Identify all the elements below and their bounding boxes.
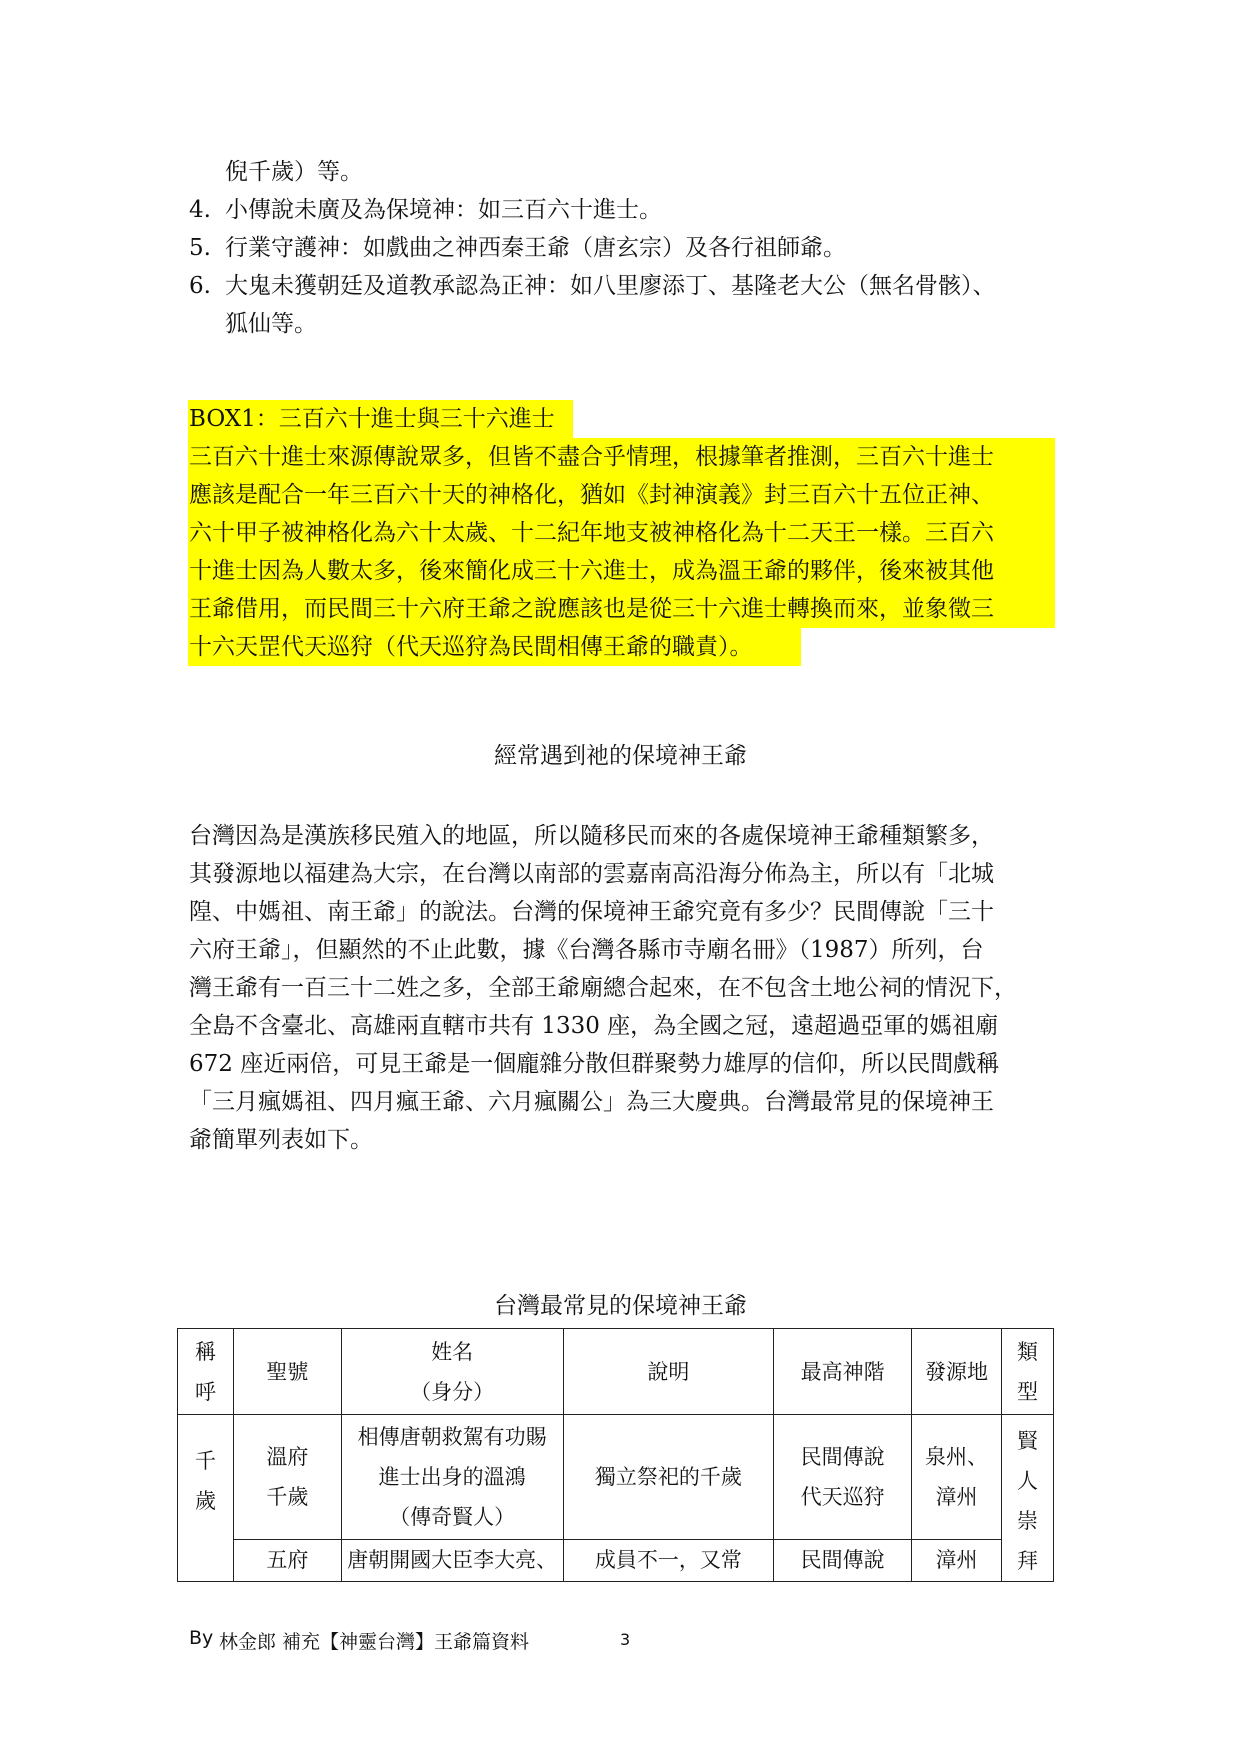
list-continuation: 倪千歲）等。 [225, 159, 363, 185]
table-row [178, 1415, 1054, 1540]
group-type: 賢 人 崇 拜 [1001, 1415, 1053, 1582]
header-holy-name: 聖號 [233, 1329, 341, 1415]
footer-by: By [189, 1627, 214, 1649]
header-type: 類 型 [1001, 1329, 1053, 1415]
cell-holy-name: 溫府 千歲 [233, 1415, 341, 1540]
header-origin: 發源地 [912, 1329, 1002, 1415]
list-item: 小傳說未廣及為保境神：如三百六十進士。 [225, 197, 662, 223]
section-heading: 經常遇到祂的保境神王爺 [494, 743, 747, 769]
box-line: 六十甲子被神格化為六十太歲、十二紀年地支被神格化為十二天王一樣。三百六 [189, 520, 994, 546]
cell-rank: 民間傳說 [774, 1539, 912, 1581]
cell-rank: 民間傳說 代天巡狩 [774, 1415, 912, 1540]
list-number: 5. [189, 235, 211, 261]
table-row [178, 1539, 1054, 1581]
paragraph-line: 六府王爺」，但顯然的不止此數，據《台灣各縣市寺廟名冊》（1987）所列，台 [189, 937, 984, 963]
header-rank: 最高神階 [774, 1329, 912, 1415]
paragraph-line: 其發源地以福建為大宗，在台灣以南部的雲嘉南高沿海分佈為主，所以有「北城 [189, 861, 994, 887]
paragraph-line: 爺簡單列表如下。 [189, 1127, 373, 1153]
box-line: 應該是配合一年三百六十天的神格化，猶如《封神演義》封三百六十五位正神、 [189, 482, 994, 508]
list-number: 6. [189, 273, 211, 299]
list-item: 大鬼未獲朝廷及道教承認為正神：如八里廖添丁、基隆老大公（無名骨骸）、 [225, 273, 996, 299]
box-line: 十六天罡代天巡狩（代天巡狩為民間相傳王爺的職責）。 [189, 634, 753, 660]
footer-text: 林金郎 補充【神靈台灣】王爺篇資料 [219, 1631, 530, 1653]
paragraph-line: 672 座近兩倍，可見王爺是一個龐雜分散但群聚勢力雄厚的信仰，所以民間戲稱 [189, 1051, 1000, 1077]
paragraph-line: 灣王爺有一百三十二姓之多，全部王爺廟總合起來，在不包含土地公祠的情況下， [189, 975, 1017, 1001]
paragraph-line: 隍、中媽祖、南王爺」的說法。台灣的保境神王爺究竟有多少？民間傳說「三十 [189, 899, 994, 925]
header-title: 稱 呼 [178, 1329, 234, 1415]
table-header-row [178, 1329, 1054, 1415]
table-caption: 台灣最常見的保境神王爺 [494, 1293, 747, 1319]
cell-name: 相傳唐朝救駕有功賜 進士出身的溫鴻 （傳奇賢人） [341, 1415, 563, 1540]
cell-name: 唐朝開國大臣李大亮、 [341, 1539, 563, 1581]
box-title: BOX1：三百六十進士與三十六進士 [189, 406, 555, 432]
box-line: 十進士因為人數太多，後來簡化成三十六進士，成為溫王爺的夥伴，後來被其他 [189, 558, 994, 584]
cell-origin: 泉州、 漳州 [912, 1415, 1002, 1540]
cell-desc: 成員不一，又常 [563, 1539, 774, 1581]
page-number: 3 [620, 1630, 631, 1649]
paragraph-line: 台灣因為是漢族移民殖入的地區，所以隨移民而來的各處保境神王爺種類繁多， [189, 823, 994, 849]
cell-holy-name: 五府 [233, 1539, 341, 1581]
cell-desc: 獨立祭祀的千歲 [563, 1415, 774, 1540]
box-line: 三百六十進士來源傳說眾多，但皆不盡合乎情理，根據筆者推測，三百六十進士 [189, 444, 994, 470]
paragraph-line: 「三月瘋媽祖、四月瘋王爺、六月瘋關公」為三大慶典。台灣最常見的保境神王 [189, 1089, 994, 1115]
list-number: 4. [189, 197, 211, 223]
cell-origin: 漳州 [912, 1539, 1002, 1581]
header-name: 姓名 （身分） [341, 1329, 563, 1415]
group-title: 千 歲 [178, 1415, 234, 1582]
header-desc: 說明 [563, 1329, 774, 1415]
box-line: 王爺借用，而民間三十六府王爺之說應該也是從三十六進士轉換而來，並象徵三 [189, 596, 994, 622]
paragraph-line: 全島不含臺北、高雄兩直轄市共有 1330 座，為全國之冠，遠超過亞軍的媽祖廟 [189, 1013, 999, 1039]
deities-table [177, 1328, 1054, 1582]
list-item: 行業守護神：如戲曲之神西秦王爺（唐玄宗）及各行祖師爺。 [225, 235, 846, 261]
list-item-continuation: 狐仙等。 [225, 311, 317, 337]
